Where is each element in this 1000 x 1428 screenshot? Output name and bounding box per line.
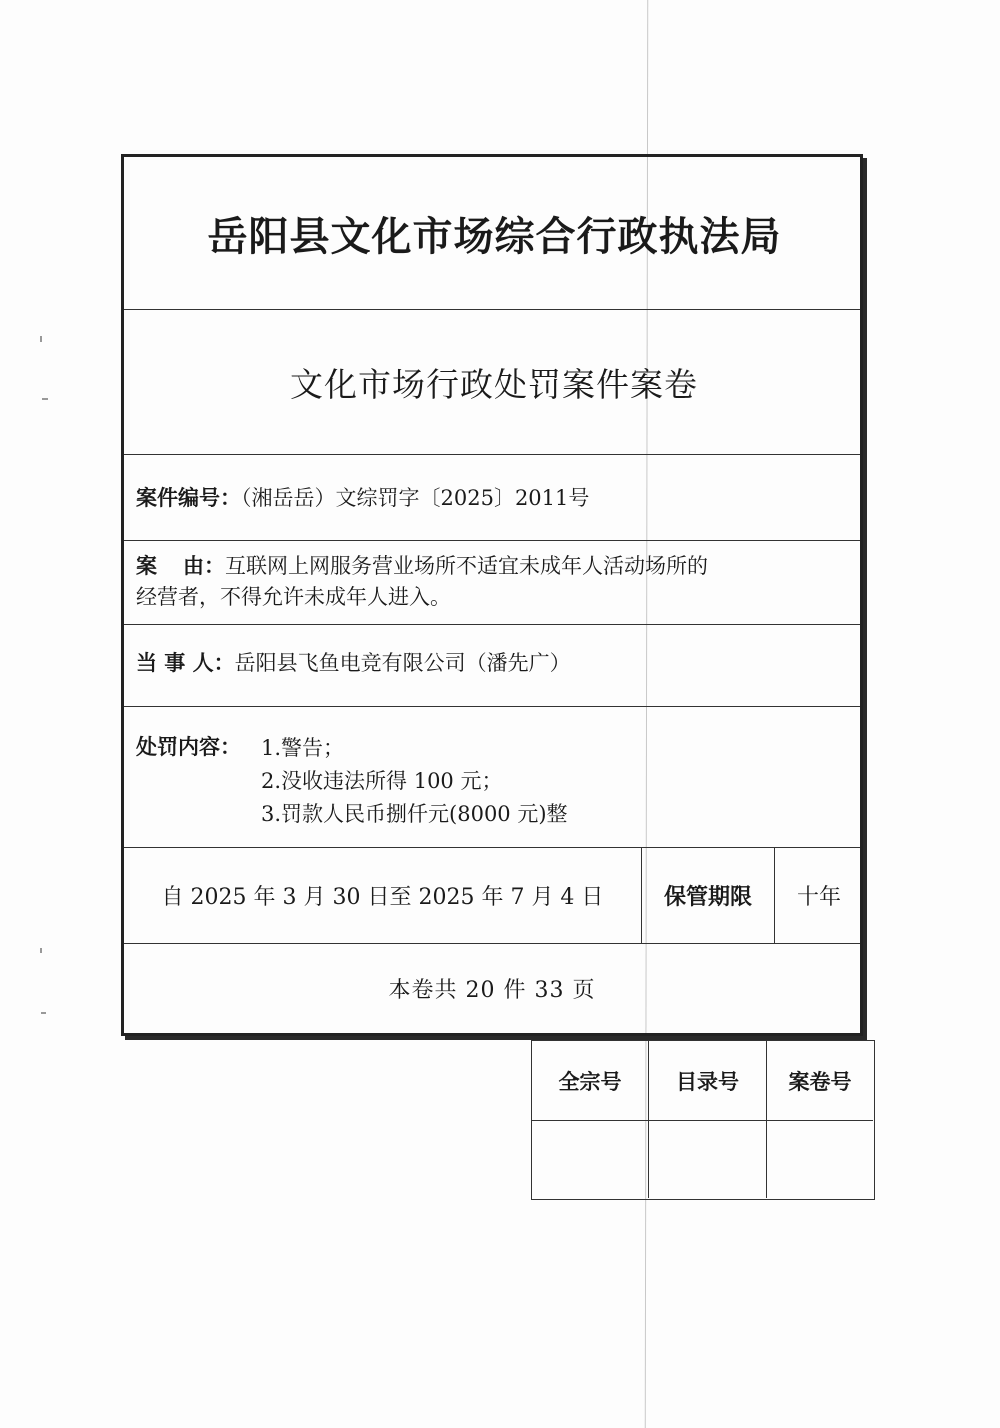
agency-name: 岳阳县文化市场综合行政执法局 xyxy=(207,212,782,260)
penalty-label: 处罚内容： xyxy=(136,735,241,759)
party-row xyxy=(124,625,860,707)
retention-label: 保管期限 xyxy=(642,848,775,943)
count-row xyxy=(124,944,860,1033)
penalty-item: 2.没收违法所得 100 元； xyxy=(261,769,503,793)
case-cause-row xyxy=(124,541,860,625)
scan-speck xyxy=(41,1012,46,1014)
title-row xyxy=(124,310,860,455)
date-range: 自 2025 年 3 月 30 日至 2025 年 7 月 4 日 xyxy=(124,848,642,943)
party-field xyxy=(136,648,571,679)
catalog-number-header: 目录号 xyxy=(649,1041,767,1121)
case-file-cover xyxy=(121,154,863,1036)
penalty-label-field xyxy=(136,732,241,763)
penalty-items xyxy=(261,732,568,831)
period-row xyxy=(124,848,860,944)
party-label: 当 事 人： xyxy=(136,651,235,675)
scan-speck xyxy=(42,398,48,400)
case-number-label: 案件编号： xyxy=(136,486,241,510)
case-number-field xyxy=(136,483,589,514)
penalty-row xyxy=(124,707,860,848)
archive-number-table xyxy=(531,1040,875,1200)
file-number-value xyxy=(767,1121,873,1198)
case-number-value: （湘岳岳）文综罚字〔2025〕2011号 xyxy=(241,486,590,510)
retention-value: 十年 xyxy=(796,885,841,910)
penalty-item: 1.警告； xyxy=(261,736,345,760)
case-cause-line-2: 经营者，不得允许未成年人进入。 xyxy=(136,585,451,609)
file-number-header: 案卷号 xyxy=(767,1041,873,1121)
agency-row xyxy=(124,157,860,310)
scan-speck xyxy=(40,336,42,342)
party-value: 岳阳县飞鱼电竞有限公司（潘先广） xyxy=(234,651,571,675)
case-number-row xyxy=(124,455,860,541)
fonds-number-value xyxy=(532,1121,649,1198)
penalty-item: 3.罚款人民币捌仟元(8000 元)整 xyxy=(261,802,568,826)
catalog-number-value xyxy=(649,1121,767,1198)
case-cause-line-1: 互联网上网服务营业场所不适宜未成年人活动场所的 xyxy=(225,554,708,578)
file-title: 文化市场行政处罚案件案卷 xyxy=(290,364,698,404)
case-cause-label-2: 由： xyxy=(183,554,225,578)
case-cause-label-1: 案 xyxy=(136,554,183,578)
case-cause-field xyxy=(136,551,708,613)
fonds-number-header: 全宗号 xyxy=(532,1041,649,1121)
volume-count: 本卷共 20 件 33 页 xyxy=(388,978,596,1003)
scan-speck xyxy=(40,948,42,953)
